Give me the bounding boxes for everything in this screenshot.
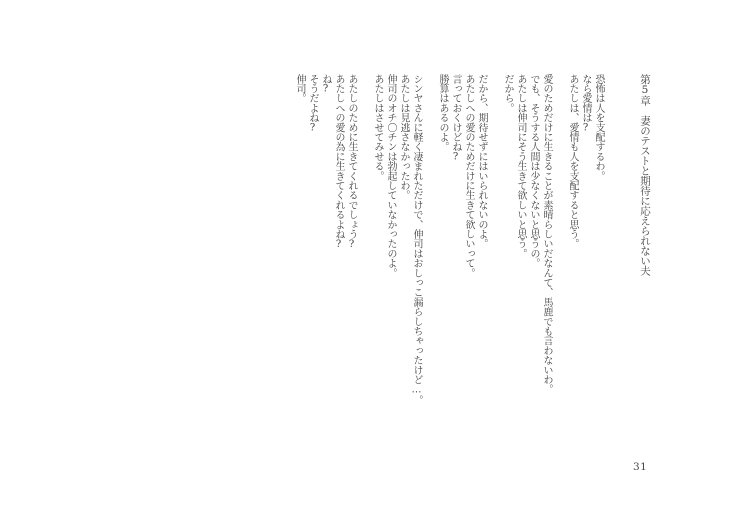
paragraph-1 <box>566 74 605 504</box>
text-line: 愛のためだけに生きることが素晴らしいだなんて、馬鹿でも言わないわ。 <box>541 74 552 395</box>
text-line: なら愛情は? <box>580 74 591 134</box>
text-line: あたしは見逃さなかったわ。 <box>398 74 409 201</box>
text-line: そうだよね? <box>307 74 318 134</box>
text-line: 言っておくけどね? <box>450 74 461 163</box>
paragraph-4 <box>371 74 423 504</box>
text-line: あたしへの愛の為に生きてくれるよね? <box>333 74 344 250</box>
chapter-title: 第5章 妻のテストと期待に応えられない夫 <box>639 74 651 276</box>
text-line: ね? <box>320 74 331 95</box>
paragraph-5 <box>293 74 358 504</box>
text-line: 勝算はあるのよ。 <box>437 74 448 152</box>
text-line: だから。 <box>502 74 513 113</box>
text-line: だから、期待せずにはいられないのよ。 <box>476 74 487 249</box>
paragraph-3 <box>436 74 488 504</box>
text-line: あたしはさせてみせる。 <box>372 74 383 181</box>
page-text-area <box>293 74 651 504</box>
text-line: あたしのために生きてくれるでしょう? <box>346 74 357 250</box>
text-line: シンヤさんに軽く凄まれただけで、伸司はおしっこ漏らしちゃったけど…。 <box>411 74 422 405</box>
text-line: 恐怖は人を支配するわ。 <box>593 74 604 181</box>
text-line: 伸司。 <box>294 74 305 104</box>
page-number: 31 <box>633 461 648 473</box>
text-line: 伸司のオチ〇チンは勃起していなかったのよ。 <box>385 74 396 278</box>
text-line: あたしへの愛のためだけに生きて欲しいって。 <box>463 74 474 278</box>
text-line: あたしは、愛情も人を支配すると思う。 <box>567 74 578 249</box>
paragraph-2 <box>501 74 553 504</box>
text-line: でも、そうする人間は少なくないと思うの。 <box>528 74 539 269</box>
text-line: あたしは伸司にそう生きて欲しいと思う。 <box>515 74 526 259</box>
